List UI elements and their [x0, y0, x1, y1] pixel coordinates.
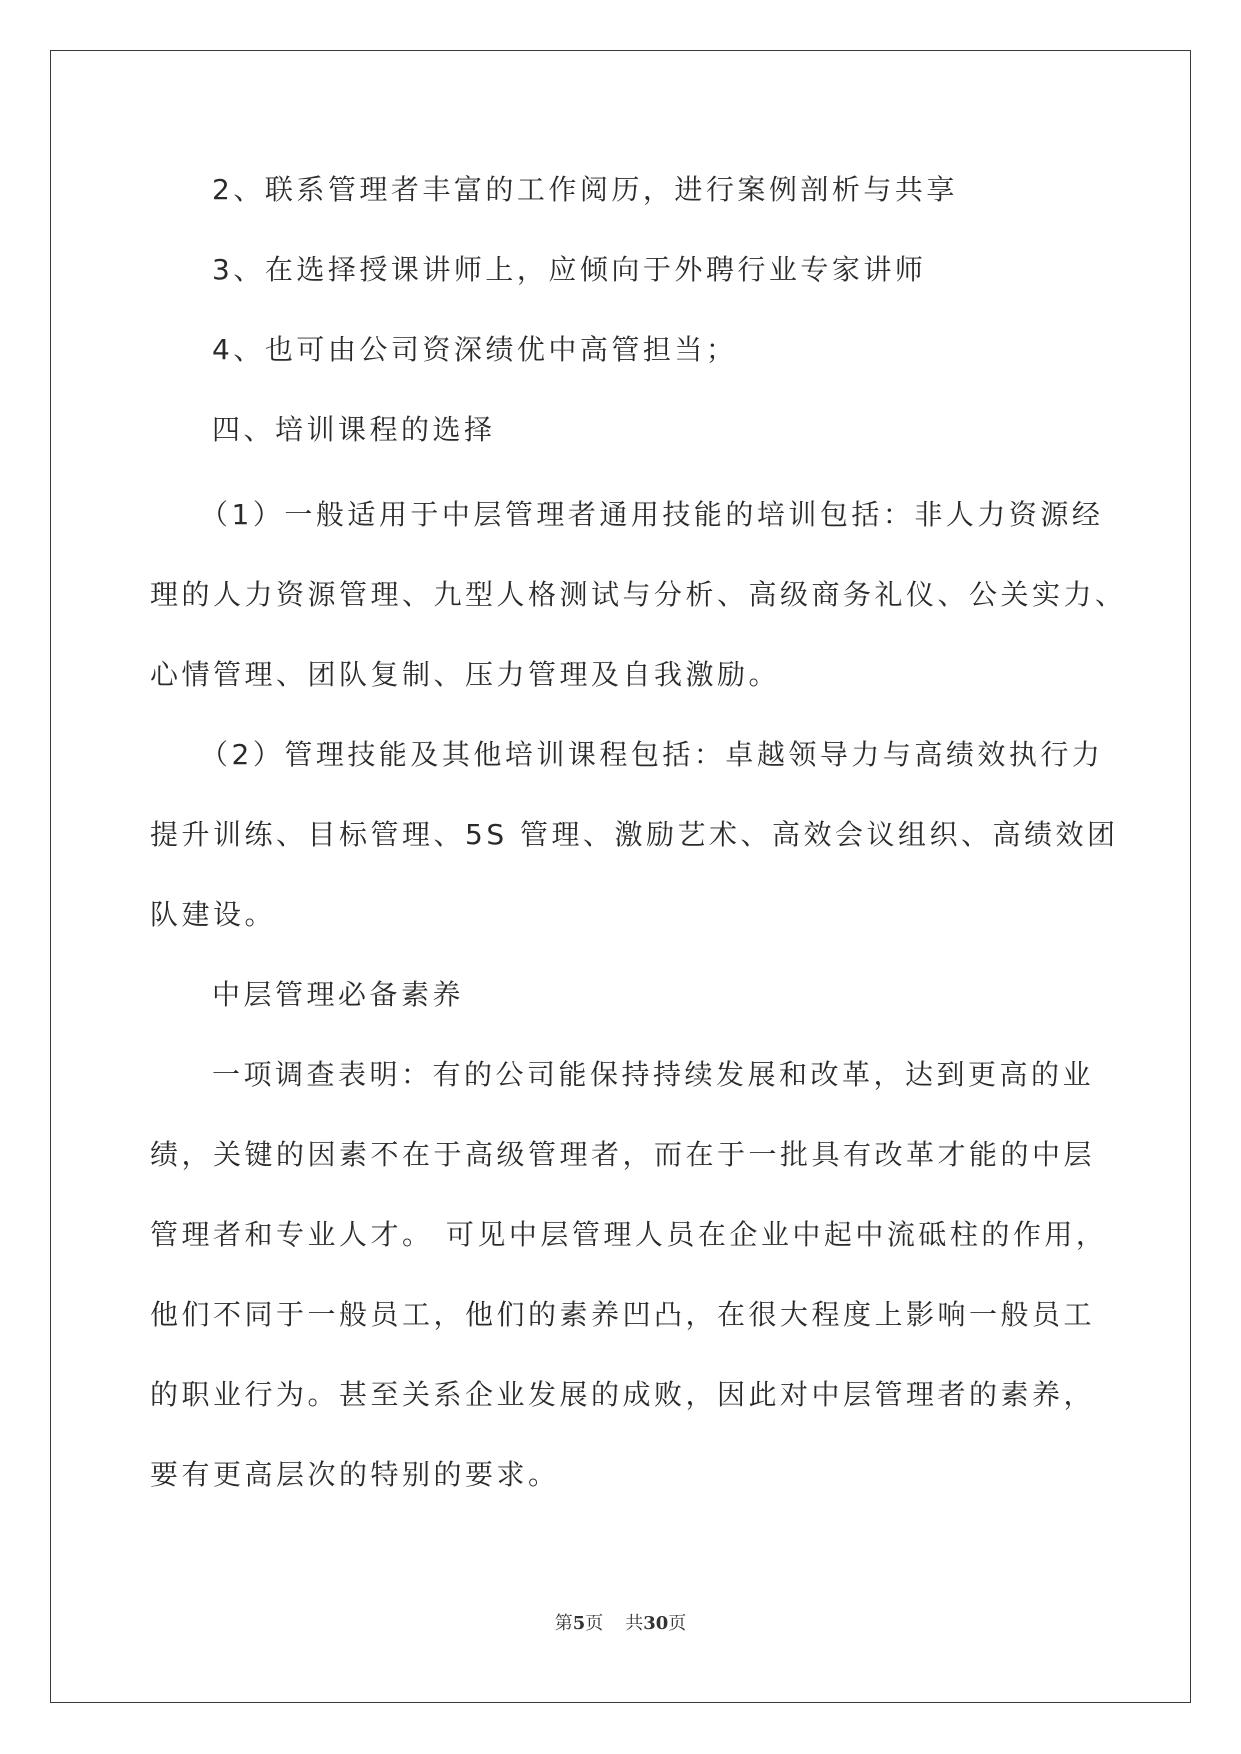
paragraph-line: 心情管理、团队复制、压力管理及自我激励。: [150, 658, 781, 691]
footer-total-suffix: 页: [668, 1613, 687, 1634]
footer-prefix: 第: [554, 1613, 573, 1634]
paragraph-line: （1）一般适用于中层管理者通用技能的培训包括：非人力资源经: [200, 498, 1104, 531]
paragraph-line: 管理者和专业人才。 可见中层管理人员在企业中起中流砥柱的作用，: [150, 1218, 1108, 1251]
paragraph-line: 他们不同于一般员工，他们的素养凹凸，在很大程度上影响一般员工: [150, 1298, 1096, 1331]
paragraph-line: 队建设。: [150, 898, 277, 931]
footer-page-suffix: 页: [585, 1613, 604, 1634]
paragraph-line: 2、联系管理者丰富的工作阅历，进行案例剖析与共享: [212, 173, 958, 206]
paragraph-line: 提升训练、目标管理、5S 管理、激励艺术、高效会议组织、高绩效团: [150, 818, 1119, 851]
paragraph-line: （2）管理技能及其他培训课程包括：卓越领导力与高绩效执行力: [200, 738, 1104, 771]
paragraph-line: 要有更高层次的特别的要求。: [150, 1458, 560, 1491]
section-heading: 四、培训课程的选择: [212, 413, 496, 446]
footer-total-prefix: 共: [625, 1613, 644, 1634]
section-heading: 中层管理必备素养: [212, 978, 465, 1011]
total-page-count: 30: [643, 1613, 669, 1634]
paragraph-line: 的职业行为。甚至关系企业发展的成败，因此对中层管理者的素养，: [150, 1378, 1096, 1411]
paragraph-line: 理的人力资源管理、九型人格测试与分析、高级商务礼仪、公关实力、: [150, 578, 1127, 611]
paragraph-line: 一项调查表明：有的公司能保持持续发展和改革，达到更高的业: [212, 1058, 1095, 1091]
paragraph-line: 4、也可由公司资深绩优中高管担当；: [212, 333, 738, 366]
current-page-number: 5: [572, 1613, 586, 1634]
paragraph-line: 3、在选择授课讲师上，应倾向于外聘行业专家讲师: [212, 253, 927, 286]
page-footer: [0, 1612, 1241, 1636]
paragraph-line: 绩，关键的因素不在于高级管理者，而在于一批具有改革才能的中层: [150, 1138, 1096, 1171]
